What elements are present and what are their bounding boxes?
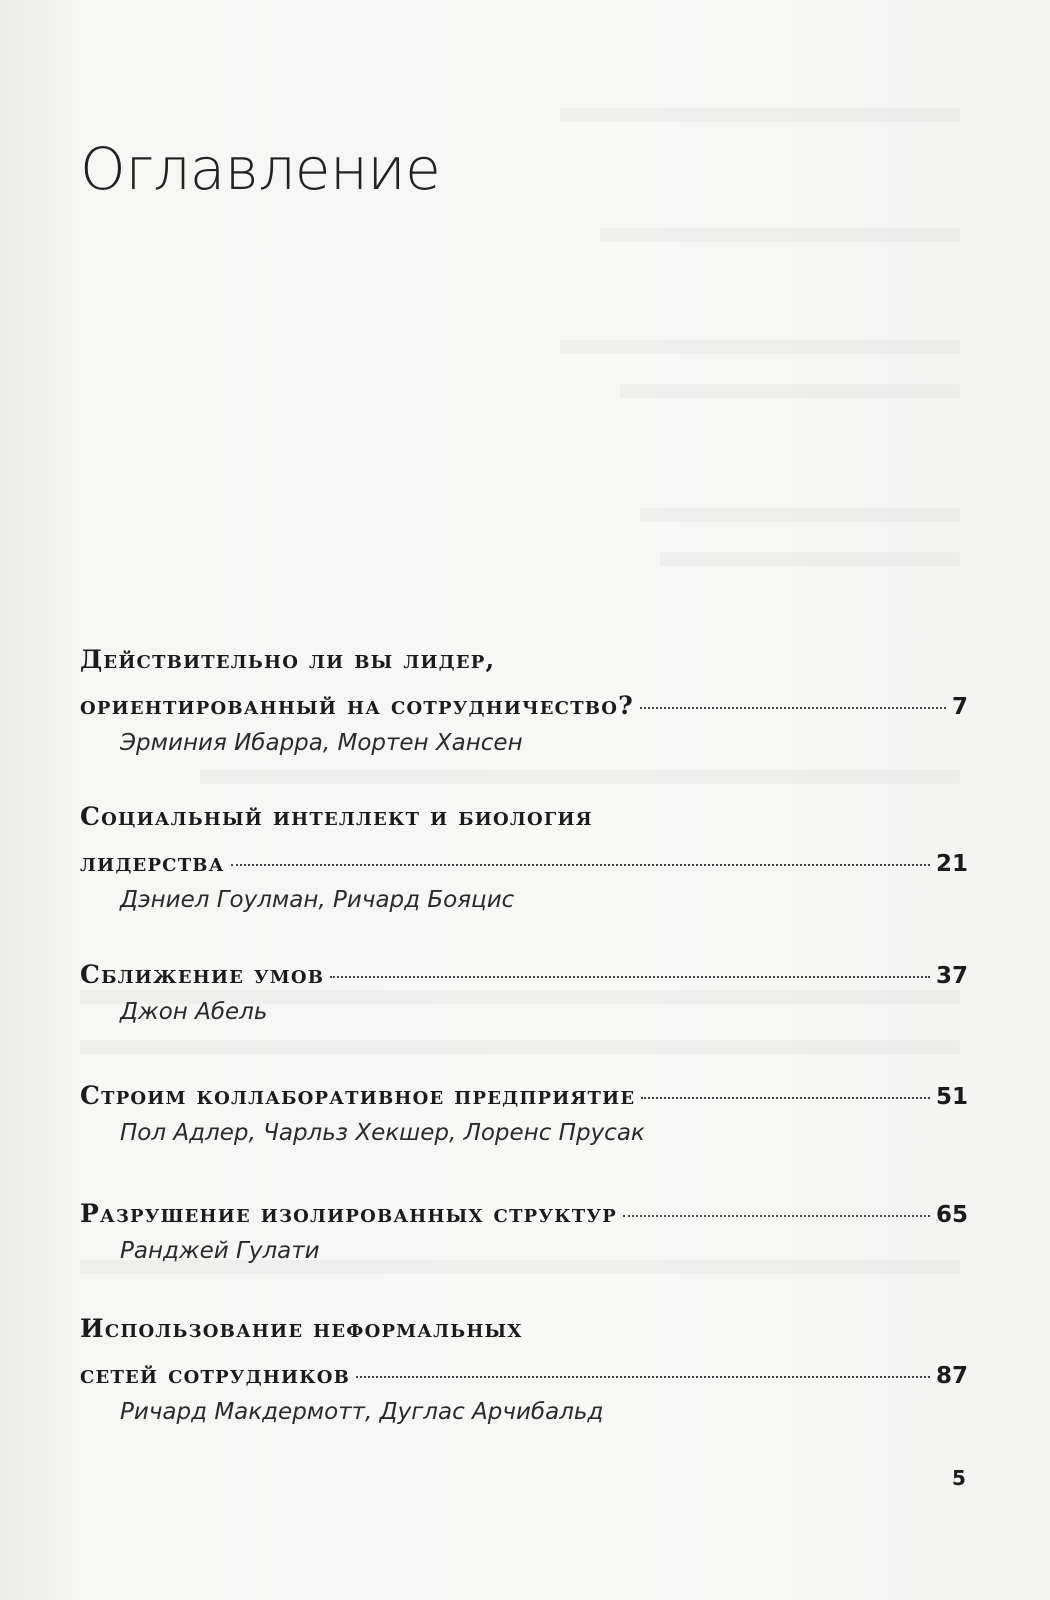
toc-entry-authors: Дэниел Гоулман, Ричард Бояцис [120, 887, 515, 913]
toc-entry-last-line [80, 952, 968, 999]
toc-entry-title [80, 794, 968, 887]
toc-entry-title [80, 637, 968, 730]
toc-entry-authors: Ричард Макдермотт, Дуглас Арчибальд [120, 1399, 604, 1425]
dot-leader [356, 1376, 930, 1378]
toc-entry[interactable] [80, 952, 968, 1027]
toc-entry-last-line [80, 1191, 968, 1238]
toc-entry-page-number[interactable]: 7 [951, 694, 968, 720]
toc-entry-title-line: Строим коллаборативное предприятие [80, 1081, 636, 1110]
toc-entry-authors: Эрминия Ибарра, Мортен Хансен [120, 730, 523, 756]
toc-entry-last-line [80, 840, 968, 887]
toc-entry-title [80, 1306, 968, 1399]
toc-entry[interactable] [80, 1073, 968, 1148]
toc-entry-page-number[interactable]: 21 [935, 851, 968, 877]
toc-entry-title-line: Сближение умов [80, 960, 325, 989]
toc-entry-title-line: Социальный интеллект и биология [80, 802, 593, 831]
toc-entry-title [80, 1191, 968, 1238]
toc-entry-authors: Пол Адлер, Чарльз Хекшер, Лоренс Прусак [120, 1120, 645, 1146]
toc-entry-title-line: сетей сотрудников [80, 1360, 351, 1389]
dot-leader [641, 1097, 930, 1099]
page-number: 5 [952, 1466, 966, 1490]
toc-entry-title-line: лидерства [80, 848, 225, 877]
toc-entry-authors: Ранджей Гулати [120, 1238, 320, 1264]
toc-entry-title-line: ориентированный на сотрудничество? [80, 691, 634, 720]
toc-entry[interactable] [80, 1306, 968, 1427]
toc-entry-page-number[interactable]: 37 [935, 963, 968, 989]
toc-entry-title-line: Использование неформальных [80, 1314, 523, 1343]
dot-leader [231, 864, 930, 866]
toc-entry-title-line: Разрушение изолированных структур [80, 1199, 617, 1228]
dot-leader [640, 707, 946, 709]
toc-entry-title [80, 1073, 968, 1120]
dot-leader [330, 976, 930, 978]
page-title: Оглавление [80, 135, 441, 203]
toc-entry[interactable] [80, 1191, 968, 1266]
toc-entry-last-line [80, 1352, 968, 1399]
toc-entry-page-number[interactable]: 65 [935, 1202, 968, 1228]
toc-entry-page-number[interactable]: 51 [935, 1084, 968, 1110]
toc-entry-title [80, 952, 968, 999]
toc-entry-last-line [80, 683, 968, 730]
toc-entry-last-line [80, 1073, 968, 1120]
dot-leader [623, 1215, 930, 1217]
toc-entry[interactable] [80, 794, 968, 915]
toc-entry-authors: Джон Абель [120, 999, 268, 1025]
toc-entry-title-line: Действительно ли вы лидер, [80, 645, 496, 674]
toc-entry[interactable] [80, 637, 968, 758]
toc-entry-page-number[interactable]: 87 [935, 1363, 968, 1389]
